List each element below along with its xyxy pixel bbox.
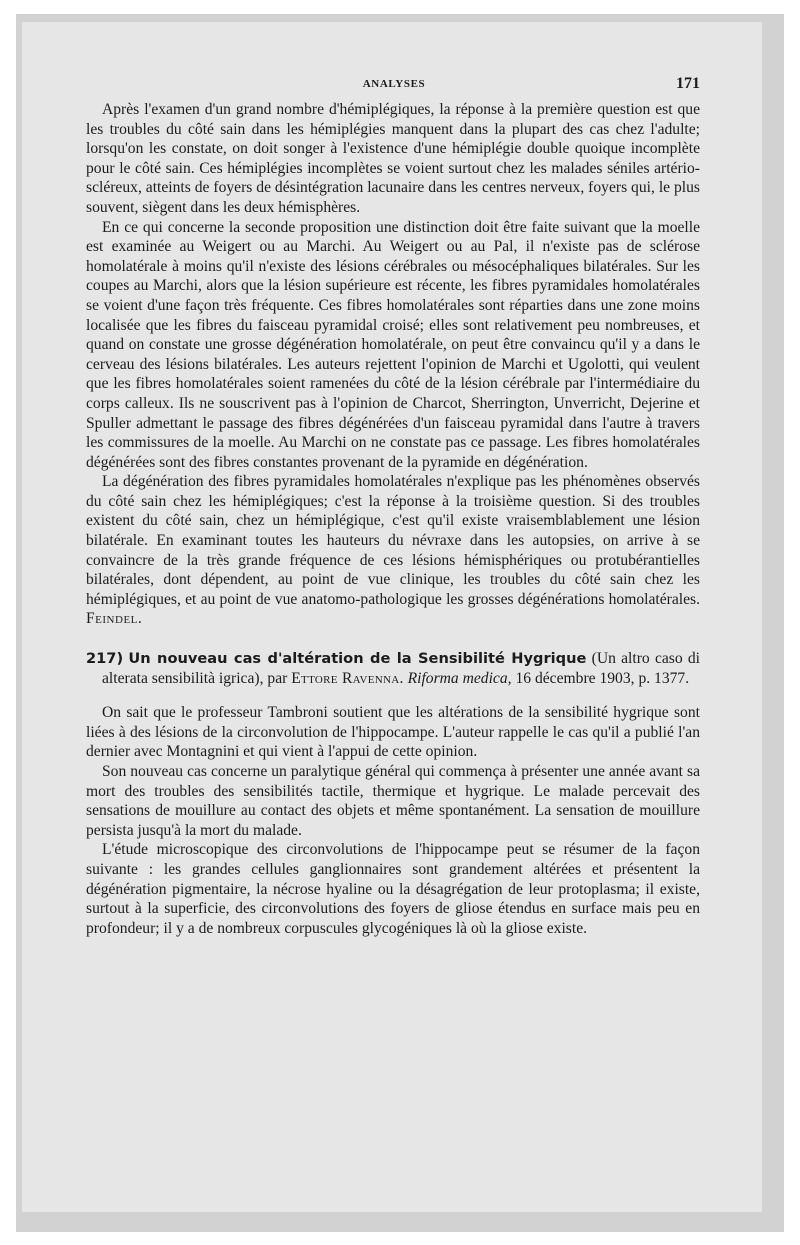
entry-number: 217) (86, 650, 124, 668)
entry-journal: Riforma medica, (407, 669, 512, 687)
running-head: ANALYSES (362, 78, 426, 90)
review-paragraph: Après l'examen d'un grand nombre d'hémiplégiques, la réponse à la première question est que les troubles du côté sain dans les hémiplégies manquent dans la plupart des cas chez l'adulte; lorsqu'on les constate, on doit songer à l'existence d'une hémiplégie double quoique incomplète pour le côté sain. Ces hémiplégies incomplètes se voient surtout chez les malades séniles artério-scléreux, atteints de foyers de désintégration lacunaire dans les centres nerveux, foyers qui, le plus souvent, siègent dans les deux hémisphères. (86, 101, 700, 216)
review-paragraph: Son nouveau cas concerne un paralytique général qui commença à présenter une année avant sa mort des troubles des sensibilités tactile, thermique et hygrique. Le malade percevait des sensations de mouillure au contact des objets et même spontanément. La sensation de mouillure persista jusqu'à la mort du malade. (86, 763, 700, 839)
review-paragraph-text: La dégénération des fibres pyramidales homolatérales n'explique pas les phénomènes observés du côté sain chez les hémiplégiques; c'est la réponse à la troisième question. Si des troubles existent du côté sain, chez un hémiplégique, c'est qu'il existe vraisemblablement une lésion bilatérale. En examinant toutes les hauteurs du névraxe dans les autopsies, on arrive à se convaincre de la très grande fréquence de ces lésions hémisphériques ou protubérantielles bilatérales, dont dépendent, au point de vue clinique, les troubles du côté sain chez les hémiplégiques, et au point de vue anatomo-pathologique les grosses dégénérations homolatérales. (86, 473, 700, 608)
review-feindel (86, 100, 700, 629)
reviewer-signature: Feindel. (86, 610, 143, 628)
page-number: 171 (676, 75, 700, 92)
page-body (86, 100, 700, 938)
entry-heading (86, 649, 700, 688)
page-header (88, 75, 700, 98)
entry-citation-open: (Un altro caso di alterata sensibilità igrica), par (102, 650, 701, 687)
review-paragraph-last (86, 472, 700, 629)
review-paragraph: En ce qui concerne la seconde proposition une distinction doit être faite suivant que la moelle est examinée au Weigert ou au Marchi. Au Weigert ou au Pal, il n'existe pas de sclérose homolatérale à moins qu'il n'existe des lésions cérébrales ou mésocéphaliques bilatérales. Sur les coupes au Marchi, alors que la lésion supérieure est récente, les fibres pyramidales homolatérales se voient d'une façon très fréquente. Ces fibres homolatérales sont réparties dans une zone moins localisée que les fibres du faisceau pyramidal croisé; elles sont relativement peu nombreuses, et quand on constate une grosse dégénération homolatérale, on peut être convaincu qu'il y a dans le cerveau des lésions bilatérales. Les auteurs rejettent l'opinion de Marchi et Ugolotti, qui veulent que les fibres homolatérales soient ramenées du côté de la lésion cérébrale par l'intermédiaire du corps calleux. Ils ne souscrivent pas à l'opinion de Charcot, Sherrington, Unverricht, Dejerine et Spuller admettant le passage des fibres dégénérées d'un faisceau pyramidal dans l'autre à travers les commissures de la moelle. Au Marchi on ne constate pas ce passage. Les fibres homolatérales dégénérées sont des fibres constantes provenant de la pyramide en dégénération. (86, 218, 700, 471)
entry-title: Un nouveau cas d'altération de la Sensibilité Hygrique (128, 650, 587, 668)
entry-author: Ettore Ravenna. (291, 669, 404, 687)
review-paragraph: L'étude microscopique des circonvolutions de l'hippocampe peut se résumer de la façon suivante : les grandes cellules ganglionnaires sont grandement altérées et présentent la dégénération pigmentaire, la nécrose hyaline ou la désagrégation de leur protoplasma; il existe, surtout à la superficie, des circonvolutions des foyers de gliose étendus en surface mais peu en profondeur; il y a de nombreux corpuscules glycogéniques là où la gliose existe. (86, 841, 700, 937)
review-217 (86, 649, 700, 938)
review-paragraph: On sait que le professeur Tambroni soutient que les altérations de la sensibilité hygrique sont liées à des lésions de la circonvolution de l'hippocampe. L'auteur rappelle le cas qu'il a publié l'an dernier avec Montagnini et qui vient à l'appui de cette opinion. (86, 704, 700, 761)
entry-citation-close: 16 décembre 1903, p. 1377. (515, 669, 690, 687)
